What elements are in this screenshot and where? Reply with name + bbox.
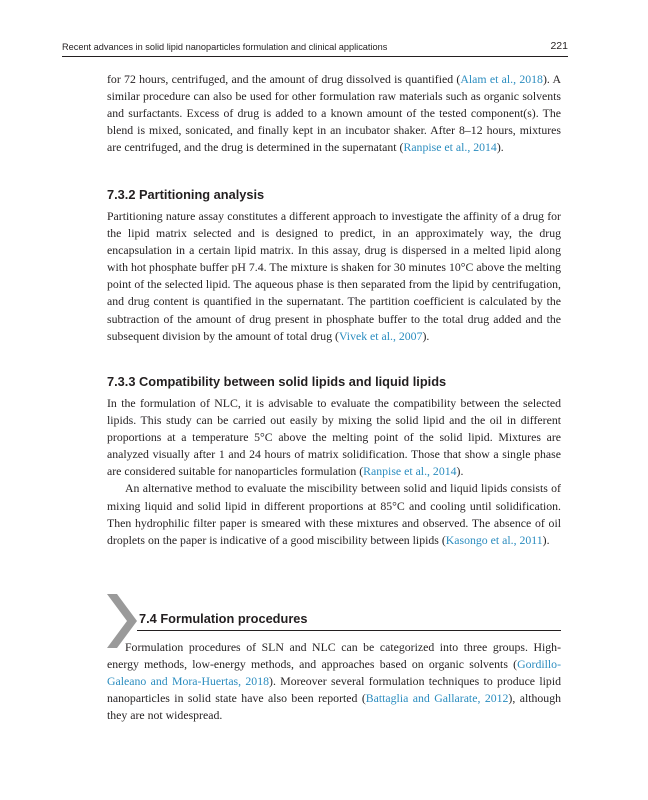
page-number: 221 (550, 40, 568, 52)
citation-link[interactable]: Ranpise et al., 2014 (363, 464, 457, 479)
section-7-3-3-body (107, 395, 561, 549)
citation-link[interactable]: Ranpise et al., 2014 (403, 140, 497, 155)
citation-link[interactable]: Battaglia and Gallarate, 2012 (365, 691, 509, 706)
section-7-4-body: Formulation procedures of SLN and NLC can be categorized into three groups. High-energy methods, low-energy methods, and approaches based on organic solvents (Gordillo-Galeano and Mora-Huertas, 2018). Moreover several formulation techniques to produce lipid nanoparticles in solid state have also been reported (Battaglia and Gallarate, 2012), although they are not widespread. (107, 640, 562, 723)
citation-link[interactable]: Vivek et al., 2007 (338, 328, 423, 343)
citation-link[interactable]: Kasongo et al., 2011 (445, 532, 543, 547)
intro-paragraph: for 72 hours, centrifuged, and the amount of drug dissolved is quantified (Alam et al., 2018). A similar procedure can also be used for other formulation raw materials such as organic solvents and surfactants. Excess of drug is added to a known amount of the tested component(s). The blend is mixed, sonicated, and finally kept in an incubator shaker. After 8–12 hours, mixtures are centrifuged, and the drug is determined in the supernatant (Ranpise et al., 2014). (107, 72, 561, 155)
section-7-3-2-body: Partitioning nature assay constitutes a different approach to investigate the affinity of a drug for the lipid matrix selected and is designed to predict, in an approximately way, the drug encapsulation in a certain lipid matrix. In this assay, drug is dispersed in a melted lipid along with hot phosphate buffer pH 7.4. The mixture is shaken for 30 minutes 10°C above the melting point of the selected lipid. The aqueous phase is then separated from the lipid by centrifugation, and drug content is quantified in the supernatant. The partition coefficient is calculated by the subtraction of the amount of drug present in phosphate buffer to the total drug added and the subsequent division by the amount of total drug (Vivek et al., 2007). (107, 209, 561, 343)
section-rule (137, 630, 561, 631)
paragraph: An alternative method to evaluate the miscibility between solid and liquid lipids consists of mixing liquid and solid lipid in different proportions at 85°C and cooling until solidification. Then hydrophilic filter paper is smeared with these mixtures and observed. The absence of oil droplets on the paper is indicative of a good miscibility between lipids (Kasongo et al., 2011). (107, 481, 561, 547)
running-head (62, 40, 568, 57)
section-heading-7-4: 7.4 Formulation procedures (139, 611, 308, 626)
section-heading-7-3-2: 7.3.2 Partitioning analysis (107, 187, 265, 202)
section-heading-7-3-3: 7.3.3 Compatibility between solid lipids and liquid lipids (107, 374, 447, 389)
running-head-title: Recent advances in solid lipid nanoparticles formulation and clinical applications (62, 42, 388, 52)
citation-link[interactable]: Alam et al., 2018 (460, 72, 543, 86)
section-7-4-header (107, 594, 561, 644)
paragraph: In the formulation of NLC, it is advisable to evaluate the compatibility between the selected lipids. This study can be carried out easily by mixing the solid lipid and the oil in different proportions at a temperature 5°C above the melting point of the solid lipid. Mixtures are analyzed visually after 1 and 24 hours of matrix solidification. Those that show a single phase are considered suitable for nanoparticles formulation (Ranpise et al., 2014). (107, 396, 561, 479)
citation-link[interactable]: Gordillo-Galeano and Mora-Huertas, 2018 (107, 657, 561, 689)
